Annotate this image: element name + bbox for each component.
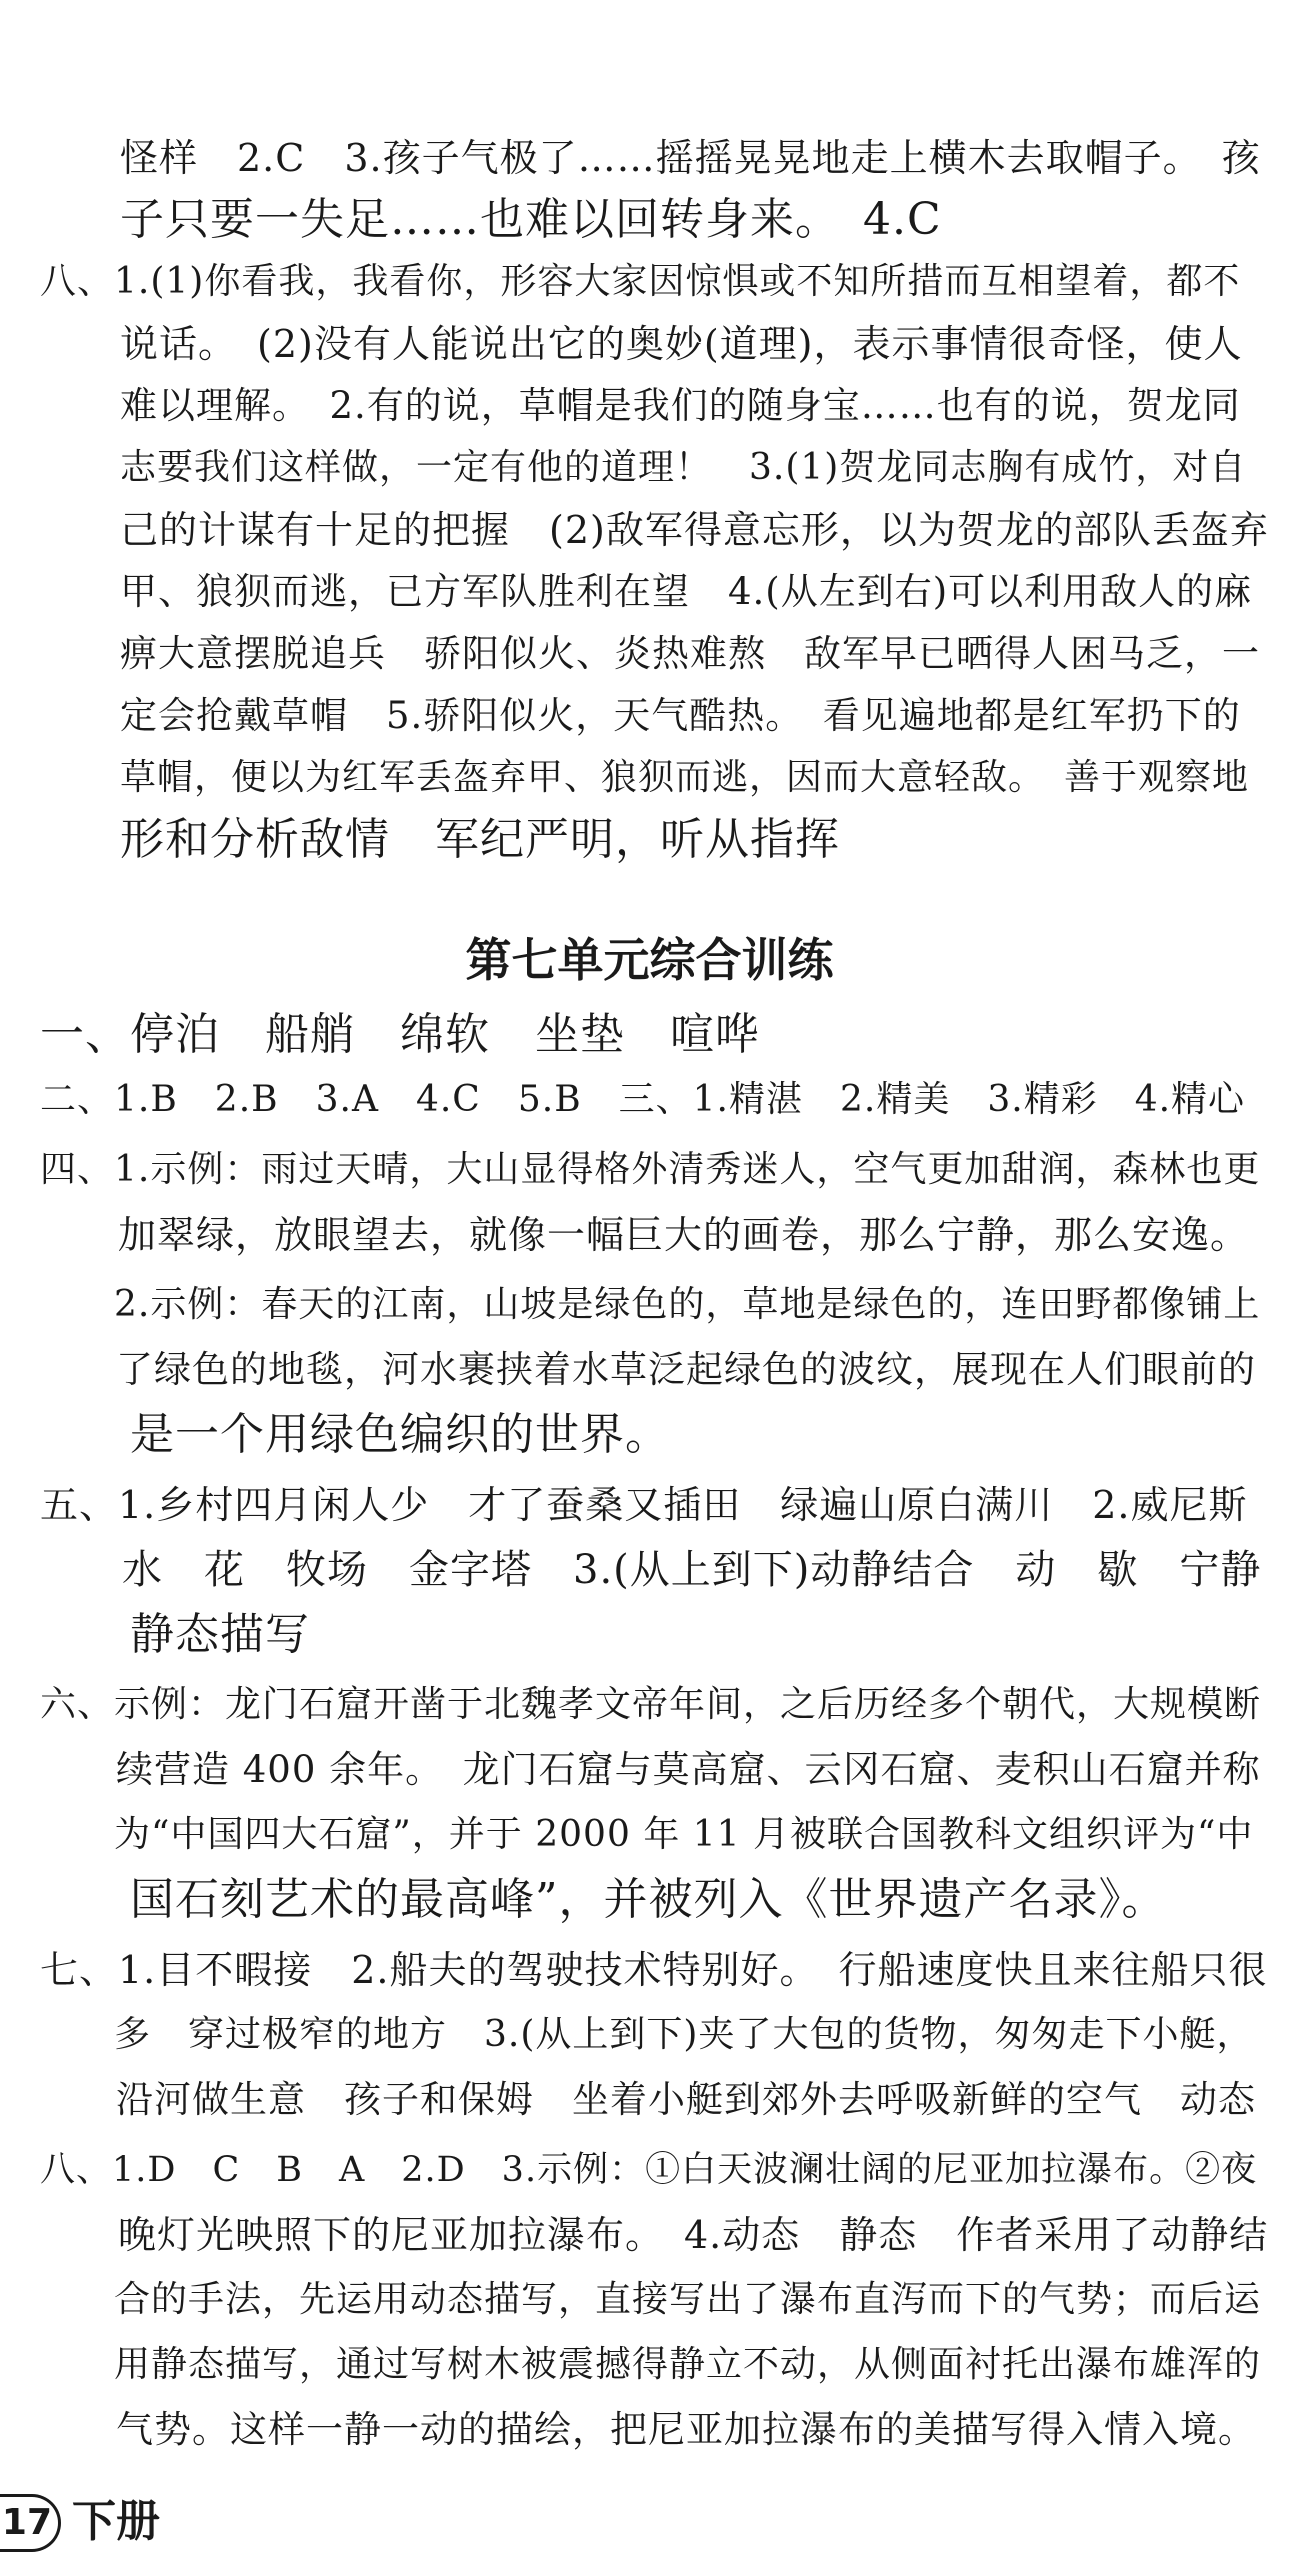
text-line: 为“中国四大石窟”，并于 2000 年 11 月被联合国教科文组织评为“中 (40, 1814, 1254, 1855)
text-line: 四、1.示例：雨过天晴，大山显得格外清秀迷人，空气更加甜润，森林也更 (40, 1149, 1261, 1190)
text-line: 了绿色的地毯，河水裹挟着水草泛起绿色的波纹，展现在人们眼前的 (40, 1348, 1256, 1391)
text-line: 八、1.(1)你看我，我看你，形容大家因惊惧或不知所措而互相望着，都不 (40, 261, 1241, 302)
text-line: 合的手法，先运用动态描写，直接写出了瀑布直泻而下的气势；而后运 (40, 2279, 1262, 2320)
text-line: 二、1.B 2.B 3.A 4.C 5.B 三、1.精湛 2.精美 3.精彩 4.精心 (40, 1079, 1246, 1120)
text-line: 静态描写 (40, 1609, 310, 1660)
text-line: 志要我们这样做，一定有他的道理！ 3.(1)贺龙同志胸有成竹，对自 (120, 447, 1247, 488)
text-line: 国石刻艺术的最高峰”，并被列入《世界遗产名录》。 (40, 1874, 1167, 1925)
text-line: 多 穿过极窄的地方 3.(从上到下)夹了大包的货物，匆匆走下小艇， (40, 2014, 1254, 2055)
text-line: 续营造 400 余年。 龙门石窟与莫高窟、云冈石窟、麦积山石窟并称 (40, 1748, 1261, 1791)
text-line: 一、停泊 船艄 绵软 坐垫 喧哗 (40, 1009, 760, 1060)
text-line: 甲、狼狈而逃，已方军队胜利在望 4.(从左到右)可以利用敌人的麻 (120, 570, 1253, 613)
page-number: 17 (0, 2494, 61, 2552)
page-footer (0, 2488, 220, 2558)
text-line: 己的计谋有十足的把握 (2)敌军得意忘形，以为贺龙的部队丢盔弃 (120, 508, 1269, 552)
text-line: 沿河做生意 孩子和保姆 坐着小艇到郊外去呼吸新鲜的空气 动态 (40, 2078, 1256, 2121)
text-line: 难以理解。 2.有的说，草帽是我们的随身宝……也有的说，贺龙同 (120, 384, 1241, 427)
text-line: 水 花 牧场 金字塔 3.(从上到下)动静结合 动 歇 宁静 (40, 1547, 1262, 1593)
text-line: 草帽，便以为红军丢盔弃甲、狼狈而逃，因而大意轻敌。 善于观察地 (120, 757, 1250, 798)
text-line: 气势。这样一静一动的描绘，把尼亚加拉瀑布的美描写得入情入境。 (40, 2408, 1256, 2451)
text-line: 八、1.D C B A 2.D 3.示例：①白天波澜壮阔的尼亚加拉瀑布。②夜 (40, 2150, 1258, 2190)
text-line: 五、1.乡村四月闲人少 才了蚕桑又插田 绿遍山原白满川 2.威尼斯 (40, 1483, 1248, 1527)
text-line: 痹大意摆脱追兵 骄阳似火、炎热难熬 敌军早已晒得人困马乏，一 (120, 632, 1260, 675)
text-line: 定会抢戴草帽 5.骄阳似火，天气酷热。 看见遍地都是红军扔下的 (120, 694, 1241, 737)
text-line: 晚灯光映照下的尼亚加拉瀑布。 4.动态 静态 作者采用了动静结 (40, 2213, 1269, 2257)
text-line: 怪样 2.C 3.孩子气极了……摇摇晃晃地走上横木去取帽子。 孩 (120, 136, 1261, 180)
text-line: 六、示例：龙门石窟开凿于北魏孝文帝年间，之后历经多个朝代，大规模断 (40, 1684, 1262, 1725)
text-line: 子只要一失足……也难以回转身来。 4.C (120, 194, 942, 245)
text-line: 是一个用绿色编织的世界。 (40, 1409, 670, 1460)
volume-label: 下册 (72, 2496, 160, 2547)
text-line: 加翠绿，放眼望去，就像一幅巨大的画卷，那么宁静，那么安逸。 (40, 1213, 1250, 1257)
text-line: 形和分析敌情 军纪严明，听从指挥 (120, 814, 840, 865)
text-line: 2.示例：春天的江南，山坡是绿色的，草地是绿色的，连田野都像铺上 (40, 1284, 1261, 1325)
text-line: 说话。 (2)没有人能说出它的奥妙(道理)，表示事情很奇怪，使人 (120, 322, 1243, 366)
text-line: 七、1.目不暇接 2.船夫的驾驶技术特别好。 行船速度快且来往船只很 (40, 1948, 1268, 1992)
section-title: 第七单元综合训练 (465, 933, 834, 987)
text-line: 用静态描写，通过写树木被震撼得静立不动，从侧面衬托出瀑布雄浑的 (40, 2344, 1262, 2385)
